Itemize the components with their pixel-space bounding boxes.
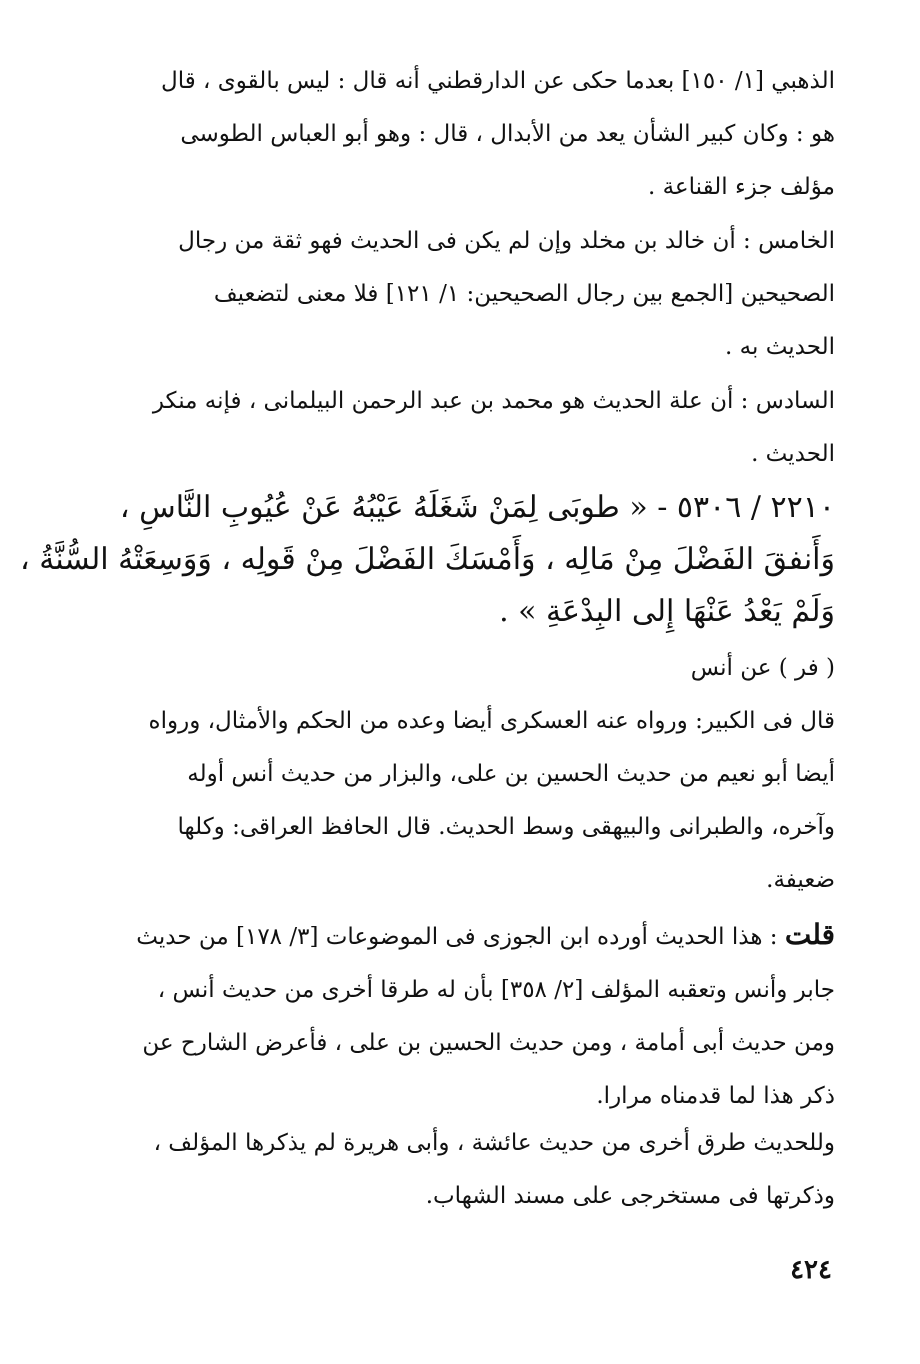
text-line: أيضا أبو نعيم من حديث الحسين بن على، والبزار من حديث أنس أوله [187,761,835,787]
text-line: الحديث . [751,441,835,467]
hadith-line: ٢٢١٠ / ٥٣٠٦ - « طوبَى لِمَنْ شَغَلَهُ عَيْبُهُ عَنْ عُيُوبِ النَّاسِ ، [119,490,835,525]
paragraph-sixth [125,375,835,481]
text-line: الحديث به . [725,334,835,360]
text-line: ضعيفة. [766,867,835,893]
text-line: هو : وكان كبير الشأن يعد من الأبدال ، قال : وهو أبو العباس الطوسى [180,121,835,147]
text-line: الصحيحين [الجمع بين رجال الصحيحين: ١/ ١٢١] فلا معنى لتضعيف [213,281,835,307]
hadith-text [20,482,835,638]
text-line: الذهبي [١/ ١٥٠] بعدما حكى عن الدارقطني أنه قال : ليس بالقوى ، قال [161,68,835,94]
paragraph-kabir [125,695,835,907]
text-line: الخامس : أن خالد بن مخلد وإن لم يكن فى الحديث فهو ثقة من رجال [178,228,835,254]
text-line: مؤلف جزء القناعة . [647,174,835,200]
text-line: جابر وأنس وتعقبه المؤلف [٢/ ٣٥٨] بأن له طرقا أخرى من حديث أنس ، [157,977,835,1003]
paragraph-other-routes [125,1117,835,1223]
hadith-line: وَلَمْ يَعْدُ عَنْهَا إِلى البِدْعَةِ » . [499,594,835,629]
text-line: وللحديث طرق أخرى من حديث عائشة ، وأبى هريرة لم يذكرها المؤلف ، [153,1130,835,1156]
paragraph-qultu [125,908,835,1123]
lead-word: قلت [784,918,835,951]
text-line: ذكر هذا لما قدمناه مرارا. [596,1083,835,1109]
page-number: ٤٢٤ [790,1255,832,1285]
hadith-source: ( فر ) عن أنس [690,655,835,681]
text-line [125,908,835,964]
paragraph-dhahabi [125,55,835,214]
text-line: السادس : أن علة الحديث هو محمد بن عبد الرحمن البيلمانى ، فإنه منكر [152,388,835,414]
hadith-line: وَأَنفقَ الفَضْلَ مِنْ مَالِه ، وَأَمْسَكَ الفَضْلَ مِنْ قَولِه ، وَوَسِعَتْهُ السُّنَّةُ ، [20,542,835,577]
paragraph-fifth [125,215,835,374]
text-fragment: : هذا الحديث أورده ابن الجوزى فى الموضوعات [٣/ ١٧٨] من حديث [136,924,785,950]
text-line: قال فى الكبير: ورواه عنه العسكرى أيضا وعده من الحكم والأمثال، ورواه [148,708,835,734]
text-line: وآخره، والطبرانى والبيهقى وسط الحديث. قال الحافظ العراقى: وكلها [177,814,835,840]
text-line: ومن حديث أبى أمامة ، ومن حديث الحسين بن على ، فأعرض الشارح عن [142,1030,835,1056]
text-line: وذكرتها فى مستخرجى على مسند الشهاب. [425,1183,835,1209]
